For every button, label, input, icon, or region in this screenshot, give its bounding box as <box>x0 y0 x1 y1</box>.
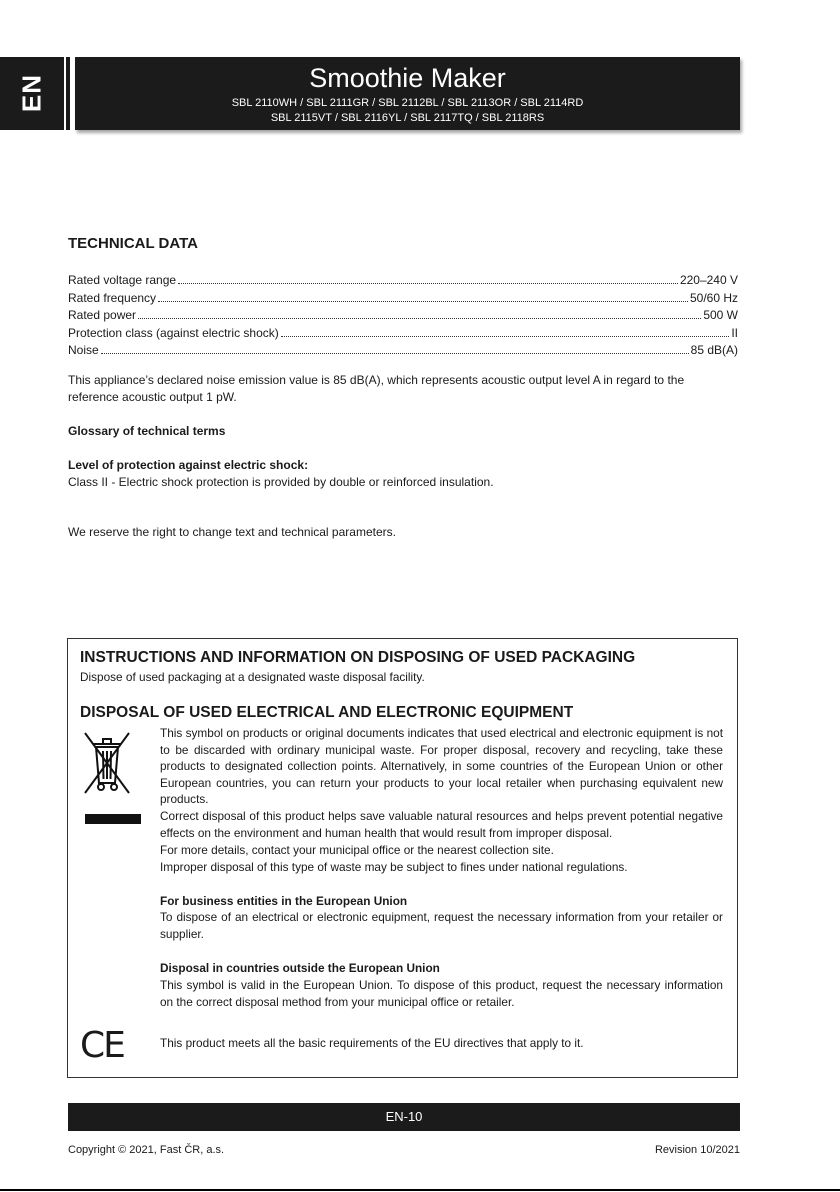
protection-text: Class II - Electric shock protection is provided by double or reinforced insulation. <box>68 475 494 489</box>
spec-value: II <box>731 325 738 340</box>
dot-leader <box>101 353 689 354</box>
spec-row <box>68 325 738 343</box>
dot-leader <box>281 336 730 337</box>
technical-data-heading: TECHNICAL DATA <box>68 235 198 252</box>
spec-list <box>68 272 738 360</box>
weee-heading: DISPOSAL OF USED ELECTRICAL AND ELECTRONIC EQUIPMENT <box>80 704 574 721</box>
spec-value: 500 W <box>703 308 738 322</box>
outside-eu-heading: Disposal in countries outside the European Union <box>160 961 440 975</box>
page-number-bar <box>68 1103 740 1131</box>
weee-text-2: Correct disposal of this product helps save valuable natural resources and helps prevent potential negative effects on the environment and human health that would result from improper disposal. <box>160 809 723 840</box>
packaging-text: Dispose of used packaging at a designated waste disposal facility. <box>80 670 425 684</box>
language-tab <box>0 57 64 130</box>
spec-row <box>68 290 738 308</box>
ce-mark-icon: CE <box>80 1025 124 1066</box>
spec-label: Noise <box>68 343 99 357</box>
header-banner <box>75 57 740 130</box>
model-list-line-1: SBL 2110WH / SBL 2111GR / SBL 2112BL / SBL 2113OR / SBL 2114RD <box>231 97 584 109</box>
copyright-text: Copyright © 2021, Fast ČR, a.s. <box>68 1144 225 1156</box>
spec-label: Rated voltage range <box>68 273 177 287</box>
weee-underline-bar <box>85 814 141 824</box>
noise-note: This appliance’s declared noise emission value is 85 dB(A), which represents acoustic output level A in regard to the reference acoustic output 1 pW. <box>68 373 685 404</box>
outside-eu-text: This symbol is valid in the European Union. To dispose of this product, request the necessary information on the correct disposal method from your municipal office or retailer. <box>160 978 723 1009</box>
glossary-heading: Glossary of technical terms <box>68 424 226 438</box>
weee-text-4: Improper disposal of this type of waste may be subject to fines under national regulations. <box>160 860 628 874</box>
revision-text: Revision 10/2021 <box>654 1144 740 1156</box>
spec-label: Rated power <box>68 308 137 322</box>
crossed-bin-icon <box>82 729 132 795</box>
model-list-line-2: SBL 2115VT / SBL 2116YL / SBL 2117TQ / SBL 2118RS <box>270 112 545 124</box>
packaging-heading: INSTRUCTIONS AND INFORMATION ON DISPOSING OF USED PACKAGING <box>80 649 636 666</box>
spec-value: 220–240 V <box>679 273 738 287</box>
dot-leader <box>178 283 678 284</box>
business-heading: For business entities in the European Union <box>160 894 408 908</box>
page-title: Smoothie Maker <box>309 63 506 93</box>
weee-text-1: This symbol on products or original documents indicates that used electrical and electronic equipment is not to be discarded with ordinary municipal waste. For proper disposal, recovery and recycling, take these products to designated collection points. Alternatively, in some countries of the European Union or other European countries, you can return your products to your local retailer when purchasing equivalent new products. <box>160 726 723 807</box>
weee-text-3: For more details, contact your municipal office or the nearest collection site. <box>160 843 554 857</box>
spec-value: 50/60 Hz <box>689 290 738 305</box>
language-label: EN <box>16 73 47 113</box>
language-tab-divider <box>66 57 70 130</box>
disposal-info-box <box>67 638 738 1078</box>
spec-value: 85 dB(A) <box>690 343 738 357</box>
ce-text: This product meets all the basic requirements of the EU directives that apply to it. <box>160 1036 584 1050</box>
dot-leader <box>138 318 701 319</box>
spec-row <box>68 272 738 290</box>
page-number: EN-10 <box>385 1109 423 1124</box>
dot-leader <box>158 301 688 302</box>
reserve-note: We reserve the right to change text and technical parameters. <box>68 525 396 539</box>
spec-label: Rated frequency <box>68 290 157 305</box>
spec-row <box>68 342 738 360</box>
spec-label: Protection class (against electric shock) <box>68 325 279 340</box>
bottom-rule <box>0 1189 840 1191</box>
protection-heading: Level of protection against electric shock: <box>68 458 309 472</box>
business-text: To dispose of an electrical or electronic equipment, request the necessary information from your retailer or supplier. <box>160 910 723 941</box>
spec-row <box>68 307 738 325</box>
